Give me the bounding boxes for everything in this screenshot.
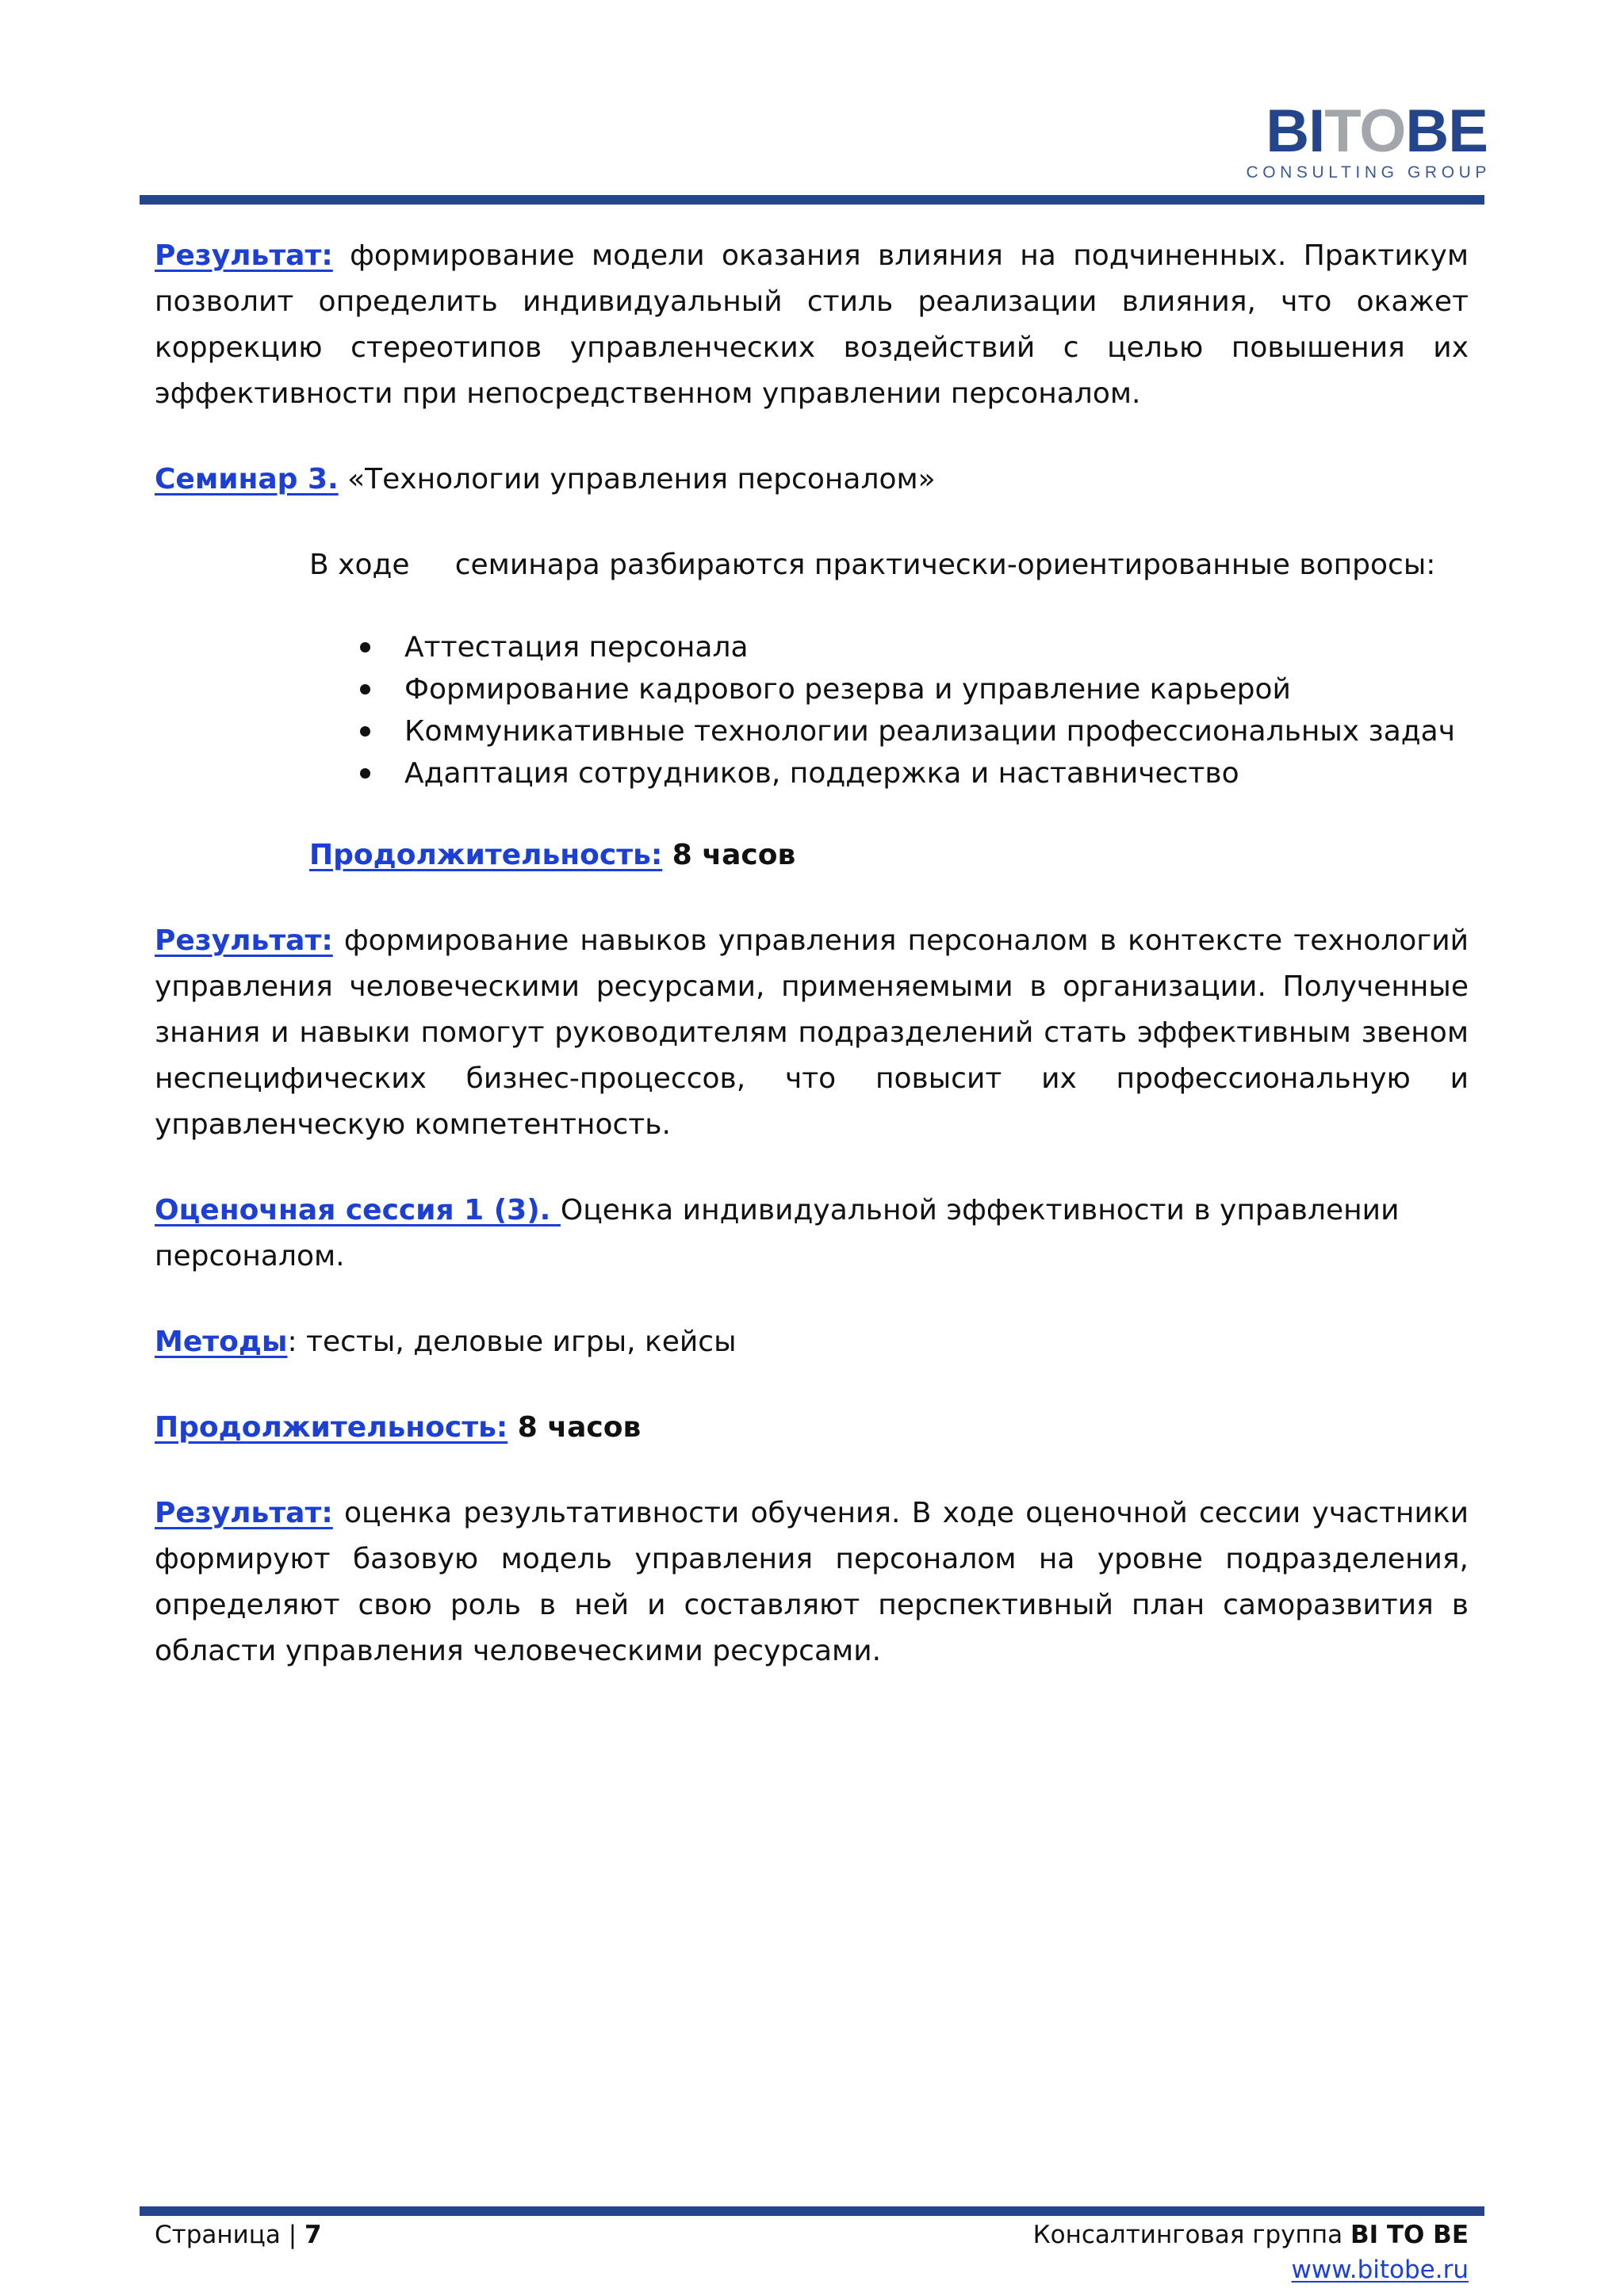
page-label: Страница | xyxy=(155,2221,305,2249)
company-block xyxy=(1033,2218,1469,2287)
company-name: BI TO BE xyxy=(1350,2221,1469,2249)
result-text: формирование модели оказания влияния на подчиненных. Практикум позволит определить индивидуальный стиль реализации влияния, что окажет коррекцию стереотипов управленческих воздействий с целью повышения их эффективности при непосредственном управлении персоналом. xyxy=(155,239,1469,410)
result-paragraph-3 xyxy=(155,1490,1469,1674)
methods-text: : тесты, деловые игры, кейсы xyxy=(287,1326,737,1358)
page-number-block xyxy=(155,2218,322,2252)
duration-label: Продолжительность: xyxy=(309,839,663,871)
result-paragraph-2 xyxy=(155,918,1469,1148)
result-paragraph-1 xyxy=(155,233,1469,417)
list-item: Формирование кадрового резерва и управление карьерой xyxy=(309,668,1469,710)
result-text: оценка результативности обучения. В ходе оценочной сессии участники формируют базовую модель управления персоналом на уровне подразделения, определяют свою роль в ней и составляют перспективный план саморазвития в области управления человеческими ресурсами. xyxy=(155,1497,1469,1667)
page-body xyxy=(155,233,1469,1674)
result-text: формирование навыков управления персоналом в контексте технологий управления человеческими ресурсами, применяемыми в организации. Полученные знания и навыки помогут руководителям подразделений стать эффективным звеном неспецифических бизнес-процессов, что повысит их профессиональную и управленческую компетентность. xyxy=(155,924,1469,1141)
list-item: Адаптация сотрудников, поддержка и наставничество xyxy=(309,752,1469,794)
company-line xyxy=(1033,2218,1469,2252)
list-item: Коммуникативные технологии реализации профессиональных задач xyxy=(309,710,1469,752)
logo-wordmark: BITOBE xyxy=(1266,98,1488,165)
company-label: Консалтинговая группа xyxy=(1032,2221,1350,2249)
bullet-icon xyxy=(360,684,370,695)
session-label: Оценочная сессия 1 (3). xyxy=(155,1194,561,1226)
seminar-topics-list xyxy=(155,626,1469,794)
list-item: Аттестация персонала xyxy=(309,626,1469,668)
seminar-label: Семинар 3. xyxy=(155,463,339,496)
result-label: Результат: xyxy=(155,1497,333,1529)
seminar-title: «Технологии управления персоналом» xyxy=(338,463,936,496)
duration-label: Продолжительность: xyxy=(155,1411,508,1444)
seminar-intro: В ходе семинара разбираются практически-ориентированные вопросы: xyxy=(309,549,1436,581)
footer-divider xyxy=(140,2206,1484,2216)
bullet-icon xyxy=(360,768,370,779)
session-duration xyxy=(155,1405,1469,1451)
bullet-icon xyxy=(360,726,370,737)
seminar-duration xyxy=(155,832,1469,878)
page-number: 7 xyxy=(304,2221,322,2249)
duration-value: 8 часов xyxy=(662,839,796,871)
session-text: Оценка индивидуальной эффективности в управлении персоналом. xyxy=(155,1194,1400,1272)
logo-tagline: CONSULTING GROUP xyxy=(1246,163,1491,182)
header-divider xyxy=(140,195,1484,205)
website-link[interactable]: www.bitobe.ru xyxy=(1291,2256,1469,2284)
result-label: Результат: xyxy=(155,924,333,957)
company-logo xyxy=(1246,98,1491,182)
assessment-session-heading xyxy=(155,1188,1469,1280)
bullet-icon xyxy=(360,642,370,652)
methods-label: Методы xyxy=(155,1326,288,1358)
result-label: Результат: xyxy=(155,239,333,272)
seminar-3-heading xyxy=(155,457,1469,503)
methods-line xyxy=(155,1319,1469,1365)
duration-value: 8 часов xyxy=(508,1411,642,1444)
